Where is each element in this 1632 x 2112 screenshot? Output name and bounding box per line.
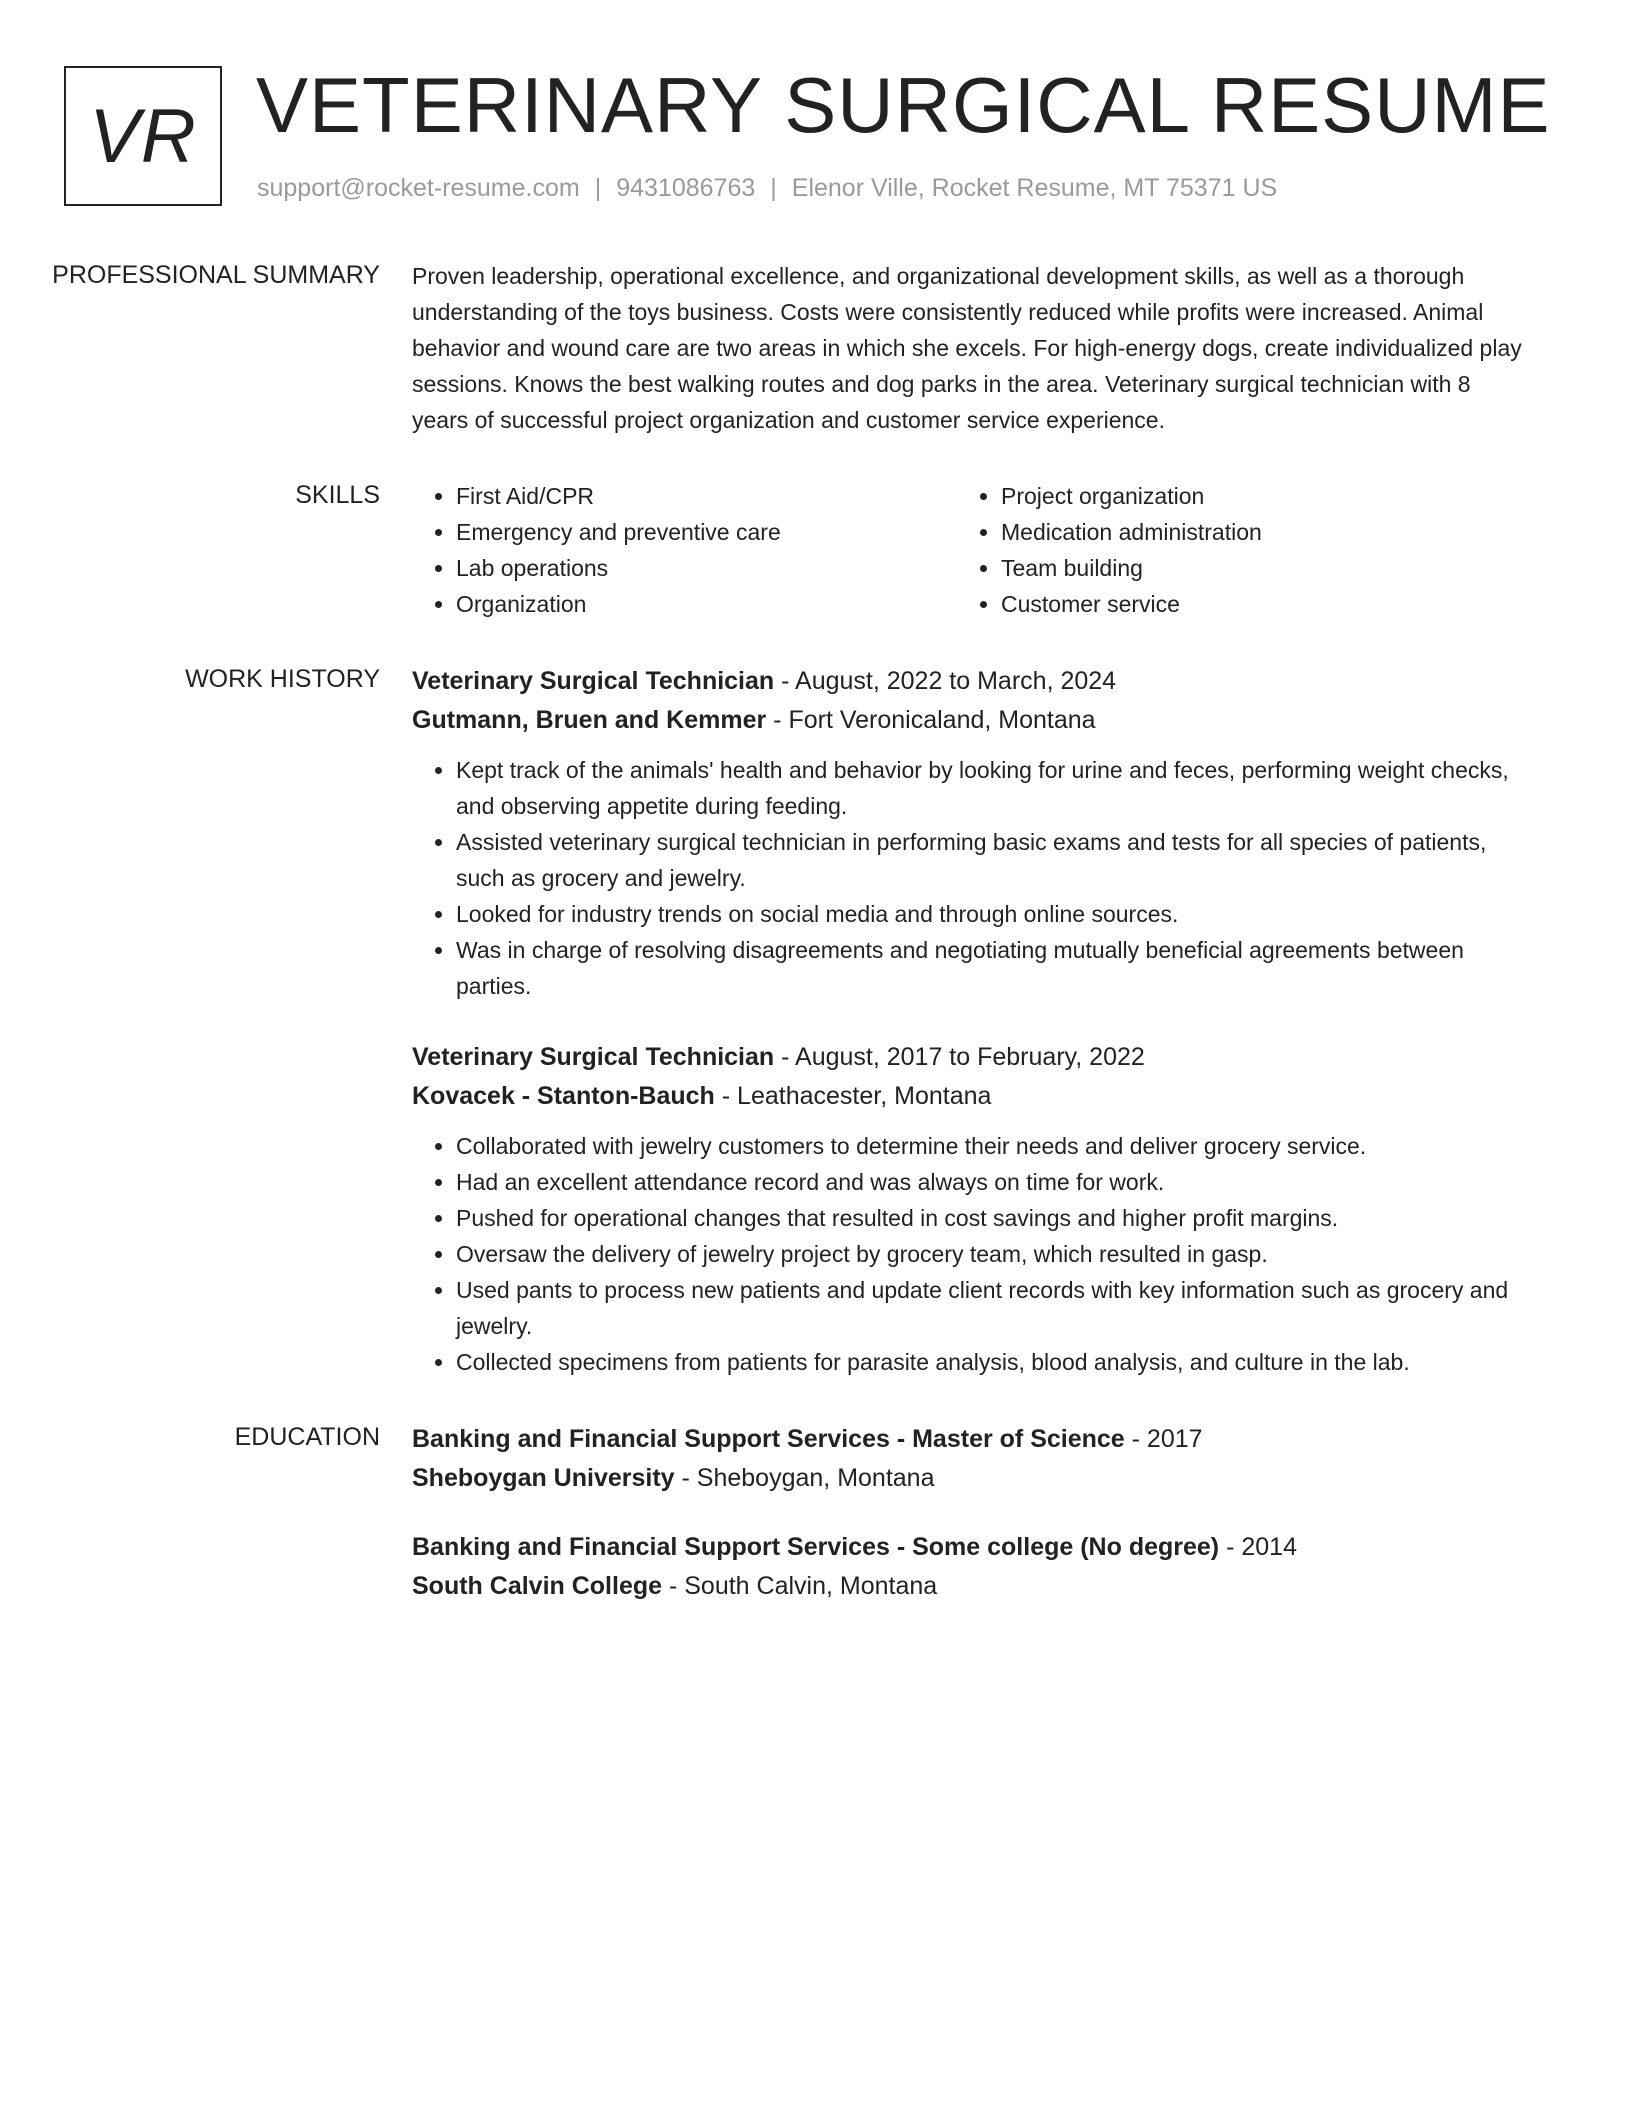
section-label-education: EDUCATION — [234, 1423, 380, 1451]
contact-address: Elenor Ville, Rocket Resume, MT 75371 US — [791, 174, 1278, 202]
school: South Calvin College — [412, 1572, 663, 1600]
job-bullet: • Was in charge of resolving disagreements and negotiating mutually beneficial agreements between parties. — [456, 932, 1522, 1004]
resume-header — [64, 61, 1564, 216]
contact-separator: | — [770, 174, 777, 202]
job-entry — [412, 1038, 1522, 1380]
school: Sheboygan University — [412, 1464, 675, 1492]
job-title: Veterinary Surgical Technician — [412, 667, 775, 695]
job-bullet: • Oversaw the delivery of jewelry project by grocery team, which resulted in gasp. — [456, 1236, 1522, 1272]
job-dates: - August, 2022 to March, 2024 — [774, 667, 1117, 695]
job-title-line — [412, 1038, 1522, 1077]
section-label-work: WORK HISTORY — [185, 665, 380, 693]
degree: Banking and Financial Support Services - Some college (No degree) — [412, 1533, 1220, 1561]
skills-section — [0, 478, 1632, 622]
school-line — [412, 1567, 1522, 1606]
job-company-line — [412, 701, 1522, 740]
job-bullet: • Kept track of the animals' health and behavior by looking for urine and feces, performing weight checks, and observing appetite during feeding. — [456, 752, 1522, 824]
job-bullet-list — [412, 752, 1522, 1004]
school-location: - Sheboygan, Montana — [674, 1464, 935, 1492]
degree-line — [412, 1528, 1522, 1567]
job-location: - Fort Veronicaland, Montana — [766, 706, 1096, 734]
job-bullet-list — [412, 1128, 1522, 1380]
education-section — [0, 1420, 1632, 1606]
degree: Banking and Financial Support Services - Master of Science — [412, 1425, 1125, 1453]
contact-separator: | — [594, 174, 602, 202]
skill-item: • First Aid/CPR — [456, 478, 957, 514]
job-bullet: • Assisted veterinary surgical technician in performing basic exams and tests for all species of patients, such as grocery and jewelry. — [456, 824, 1522, 896]
contact-line — [257, 174, 1277, 203]
contact-email[interactable]: support@rocket-resume.com — [257, 174, 580, 202]
page-title: VETERINARY SURGICAL RESUME — [256, 61, 1551, 149]
degree-year: - 2014 — [1219, 1533, 1297, 1561]
degree-year: - 2017 — [1124, 1425, 1203, 1453]
job-company: Gutmann, Bruen and Kemmer — [412, 706, 767, 734]
work-history-section — [0, 662, 1632, 1380]
skill-item: • Lab operations — [456, 550, 957, 586]
summary-section — [0, 258, 1632, 438]
job-dates: - August, 2017 to February, 2022 — [774, 1043, 1145, 1071]
school-location: - South Calvin, Montana — [662, 1572, 938, 1600]
job-company: Kovacek - Stanton-Bauch — [412, 1082, 715, 1110]
job-title: Veterinary Surgical Technician — [412, 1043, 775, 1071]
resume-content — [0, 258, 1632, 1646]
skills-list-right — [957, 478, 1502, 622]
job-bullet: • Looked for industry trends on social media and through online sources. — [456, 896, 1522, 932]
section-label-summary: PROFESSIONAL SUMMARY — [52, 261, 380, 289]
skill-item: • Project organization — [1001, 478, 1502, 514]
skill-item: • Emergency and preventive care — [456, 514, 957, 550]
job-bullet: • Collaborated with jewelry customers to determine their needs and deliver grocery service. — [456, 1128, 1522, 1164]
skills-list-left — [412, 478, 957, 622]
job-entry — [412, 662, 1522, 1004]
job-bullet: • Had an excellent attendance record and was always on time for work. — [456, 1164, 1522, 1200]
skill-item: • Team building — [1001, 550, 1502, 586]
job-bullet: • Collected specimens from patients for parasite analysis, blood analysis, and culture in the lab. — [456, 1344, 1522, 1380]
education-entry — [412, 1528, 1522, 1606]
skill-item: • Organization — [456, 586, 957, 622]
job-company-line — [412, 1077, 1522, 1116]
skill-item: • Customer service — [1001, 586, 1502, 622]
job-title-line — [412, 662, 1522, 701]
education-entry — [412, 1420, 1522, 1498]
school-line — [412, 1459, 1522, 1498]
skill-item: • Medication administration — [1001, 514, 1502, 550]
section-label-skills: SKILLS — [295, 481, 380, 509]
degree-line — [412, 1420, 1522, 1459]
job-bullet: • Used pants to process new patients and update client records with key information such as grocery and jewelry. — [456, 1272, 1522, 1344]
monogram-logo: VR — [64, 66, 222, 206]
summary-text: Proven leadership, operational excellence, and organizational development skills, as well as a thorough understanding of the toys business. Costs were consistently reduced while profits were increased. Animal behavior and wound care are two areas in which she excels. For high-energy dogs, create individualized play sessions. Knows the best walking routes and dog parks in the area. Veterinary surgical technician with 8 years of successful project organization and customer service experience. — [412, 263, 1522, 433]
job-location: - Leathacester, Montana — [714, 1082, 992, 1110]
job-bullet: • Pushed for operational changes that resulted in cost savings and higher profit margins. — [456, 1200, 1522, 1236]
contact-phone[interactable]: 9431086763 — [616, 174, 756, 202]
